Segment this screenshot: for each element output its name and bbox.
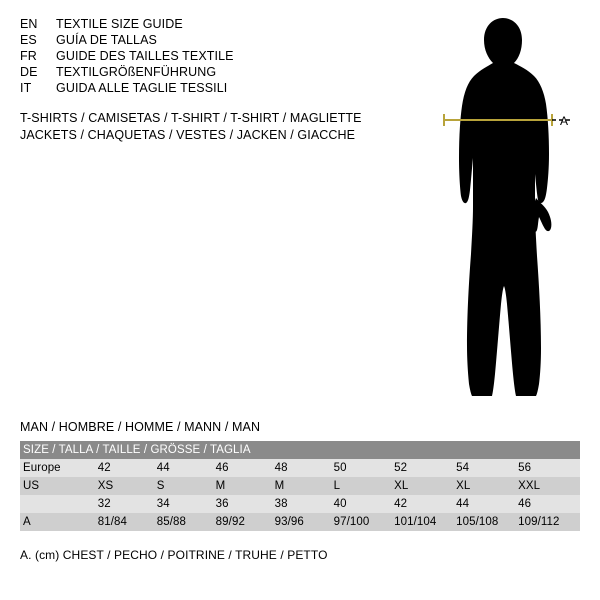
- legend-language-text: GUÍA DE TALLAS: [56, 33, 157, 47]
- table-row: [20, 477, 580, 495]
- cell-value: 44: [456, 495, 518, 513]
- table-section-title: MAN / HOMBRE / HOMME / MANN / MAN: [20, 420, 261, 434]
- cell-value: XXL: [518, 477, 580, 495]
- table-header-label: SIZE / TALLA / TAILLE / GRÖSSE / TAGLIA: [20, 441, 580, 459]
- legend-language-text: GUIDE DES TAILLES TEXTILE: [56, 49, 234, 63]
- cell-value: M: [275, 477, 334, 495]
- cell-value: 54: [456, 459, 518, 477]
- measurement-footnote: A. (cm) CHEST / PECHO / POITRINE / TRUHE / PETTO: [20, 548, 328, 562]
- cell-value: 81/84: [98, 513, 157, 531]
- cell-value: XL: [456, 477, 518, 495]
- legend-language-code: IT: [20, 81, 32, 95]
- cell-value: 36: [216, 495, 275, 513]
- legend-row: [20, 32, 360, 48]
- cell-value: 46: [216, 459, 275, 477]
- cell-value: XS: [98, 477, 157, 495]
- cell-value: 42: [98, 459, 157, 477]
- cell-value: 109/112: [518, 513, 580, 531]
- legend-row: [20, 64, 360, 80]
- male-silhouette-icon: [400, 8, 600, 408]
- legend-language-code: FR: [20, 49, 37, 63]
- cell-value: 89/92: [216, 513, 275, 531]
- cell-value: 44: [157, 459, 216, 477]
- cell-value: 105/108: [456, 513, 518, 531]
- cell-value: 42: [394, 495, 456, 513]
- legend-language-text: TEXTILE SIZE GUIDE: [56, 17, 183, 31]
- size-table: [20, 441, 580, 531]
- cell-value: 93/96: [275, 513, 334, 531]
- cell-value: 52: [394, 459, 456, 477]
- cell-value: 48: [275, 459, 334, 477]
- cell-value: 46: [518, 495, 580, 513]
- cell-value: 40: [334, 495, 394, 513]
- cell-value: 34: [157, 495, 216, 513]
- table-header-row: [20, 441, 580, 459]
- legend-row: [20, 80, 360, 96]
- row-label: [20, 495, 98, 513]
- cell-value: 56: [518, 459, 580, 477]
- legend-language-code: EN: [20, 17, 38, 31]
- legend-language-code: ES: [20, 33, 37, 47]
- table-row: [20, 459, 580, 477]
- cell-value: 50: [334, 459, 394, 477]
- row-label: US: [20, 477, 98, 495]
- table-row: [20, 513, 580, 531]
- chest-measure-label: A: [560, 114, 569, 128]
- language-legend: [20, 16, 360, 96]
- cell-value: XL: [394, 477, 456, 495]
- row-label: A: [20, 513, 98, 531]
- legend-row: [20, 48, 360, 64]
- row-label: Europe: [20, 459, 98, 477]
- cell-value: S: [157, 477, 216, 495]
- category-jackets: JACKETS / CHAQUETAS / VESTES / JACKEN / GIACCHE: [20, 128, 356, 142]
- legend-language-text: GUIDA ALLE TAGLIE TESSILI: [56, 81, 228, 95]
- body-silhouette-figure: [400, 8, 600, 408]
- cell-value: 101/104: [394, 513, 456, 531]
- legend-row: [20, 16, 360, 32]
- cell-value: 38: [275, 495, 334, 513]
- category-tshirts: T-SHIRTS / CAMISETAS / T-SHIRT / T-SHIRT / MAGLIETTE: [20, 111, 362, 125]
- product-categories: [20, 110, 420, 144]
- cell-value: M: [216, 477, 275, 495]
- table-row: [20, 495, 580, 513]
- legend-language-text: TEXTILGRÖßENFÜHRUNG: [56, 65, 217, 79]
- cell-value: 97/100: [334, 513, 394, 531]
- cell-value: L: [334, 477, 394, 495]
- cell-value: 32: [98, 495, 157, 513]
- cell-value: 85/88: [157, 513, 216, 531]
- legend-language-code: DE: [20, 65, 38, 79]
